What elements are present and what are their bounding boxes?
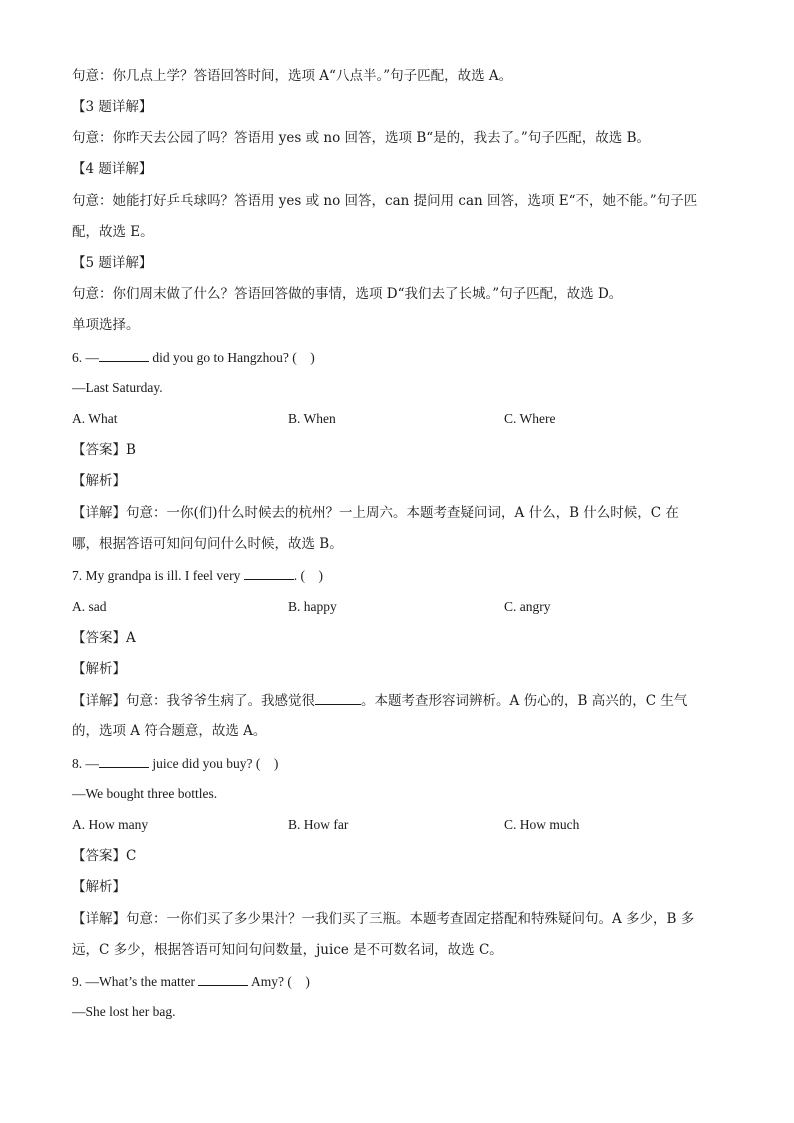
q8-analysis-label: 【解析】: [72, 879, 126, 895]
q7-detail-prefix: 【详解】句意：我爷爷生病了。我感觉很: [72, 693, 315, 709]
q4-explanation-line1: 句意：她能打好乒乓球吗？答语用 yes 或 no 回答，can 提问用 can 回答，选项 E“不，她不能。”句子匹: [72, 193, 698, 209]
q9-blank: [198, 971, 248, 986]
q9-stem: [72, 971, 310, 992]
q5-explanation: 句意：你们周末做了什么？答语回答做的事情，选项 D“我们去了长城。”句子匹配，故选 D。: [72, 286, 623, 302]
q6-analysis-label: 【解析】: [72, 473, 126, 489]
q6-stem: [72, 347, 315, 368]
q8-option-b: B. How far: [288, 817, 349, 832]
q6-response: —Last Saturday.: [72, 380, 163, 395]
q8-stem-prefix: 8. —: [72, 756, 99, 771]
q6-stem-suffix: did you go to Hangzhou? ( ): [149, 350, 315, 365]
q6-detail-line2: 哪，根据答语可知问句问什么时候，故选 B。: [72, 536, 343, 552]
q7-option-a: A. sad: [72, 599, 107, 614]
q8-stem: [72, 753, 278, 774]
q8-response: —We bought three bottles.: [72, 786, 218, 801]
q8-answer: 【答案】C: [72, 848, 137, 864]
q7-stem: [72, 565, 323, 586]
q6-option-a: A. What: [72, 411, 118, 426]
q7-detail-suffix: 。本题考查形容词辨析。A 伤心的，B 高兴的，C 生气: [361, 693, 688, 709]
q7-option-b: B. happy: [288, 599, 337, 614]
q2-explanation: 句意：你几点上学？答语回答时间，选项 A“八点半。”句子匹配，故选 A。: [72, 68, 513, 84]
q4-heading: 【4 题详解】: [72, 161, 153, 177]
q7-answer: 【答案】A: [72, 630, 136, 646]
q8-stem-suffix: juice did you buy? ( ): [149, 756, 279, 771]
q7-detail-line2: 的，选项 A 符合题意，故选 A。: [72, 723, 267, 739]
q8-detail-line1: 【详解】句意：一你们买了多少果汁？一我们买了三瓶。本题考查固定搭配和特殊疑问句。A 多少，B 多: [72, 911, 695, 927]
q6-option-c: C. Where: [504, 411, 556, 426]
q7-analysis-label: 【解析】: [72, 661, 126, 677]
q8-detail-line2: 远，C 多少，根据答语可知问句问数量，juice 是不可数名词，故选 C。: [72, 942, 503, 958]
q7-detail-line1: [72, 690, 687, 711]
q8-option-a: A. How many: [72, 817, 149, 832]
q4-explanation-line2: 配，故选 E。: [72, 224, 154, 240]
q3-explanation: 句意：你昨天去公园了吗？答语用 yes 或 no 回答，选项 B“是的，我去了。”句子匹配，故选 B。: [72, 130, 651, 146]
q9-response: —She lost her bag.: [72, 1004, 176, 1019]
q7-detail-blank: [315, 690, 361, 705]
q6-blank: [99, 347, 149, 362]
q8-option-c: C. How much: [504, 817, 580, 832]
q6-detail-line1: 【详解】句意：一你(们)什么时候去的杭州？一上周六。本题考查疑问词，A 什么，B 什么时候，C 在: [72, 505, 679, 521]
q6-stem-prefix: 6. —: [72, 350, 99, 365]
q8-blank: [99, 753, 149, 768]
q7-stem-suffix: . ( ): [293, 568, 323, 583]
q3-heading: 【3 题详解】: [72, 99, 153, 115]
section-title: 单项选择。: [72, 317, 140, 333]
q7-stem-prefix: 7. My grandpa is ill. I feel very: [72, 568, 244, 583]
q7-option-c: C. angry: [504, 599, 551, 614]
q7-blank: [244, 565, 294, 580]
q9-stem-prefix: 9. —What’s the matter: [72, 974, 199, 989]
q6-option-b: B. When: [288, 411, 336, 426]
q9-stem-suffix: Amy? ( ): [248, 974, 310, 989]
q6-answer: 【答案】B: [72, 442, 136, 458]
q5-heading: 【5 题详解】: [72, 255, 153, 271]
